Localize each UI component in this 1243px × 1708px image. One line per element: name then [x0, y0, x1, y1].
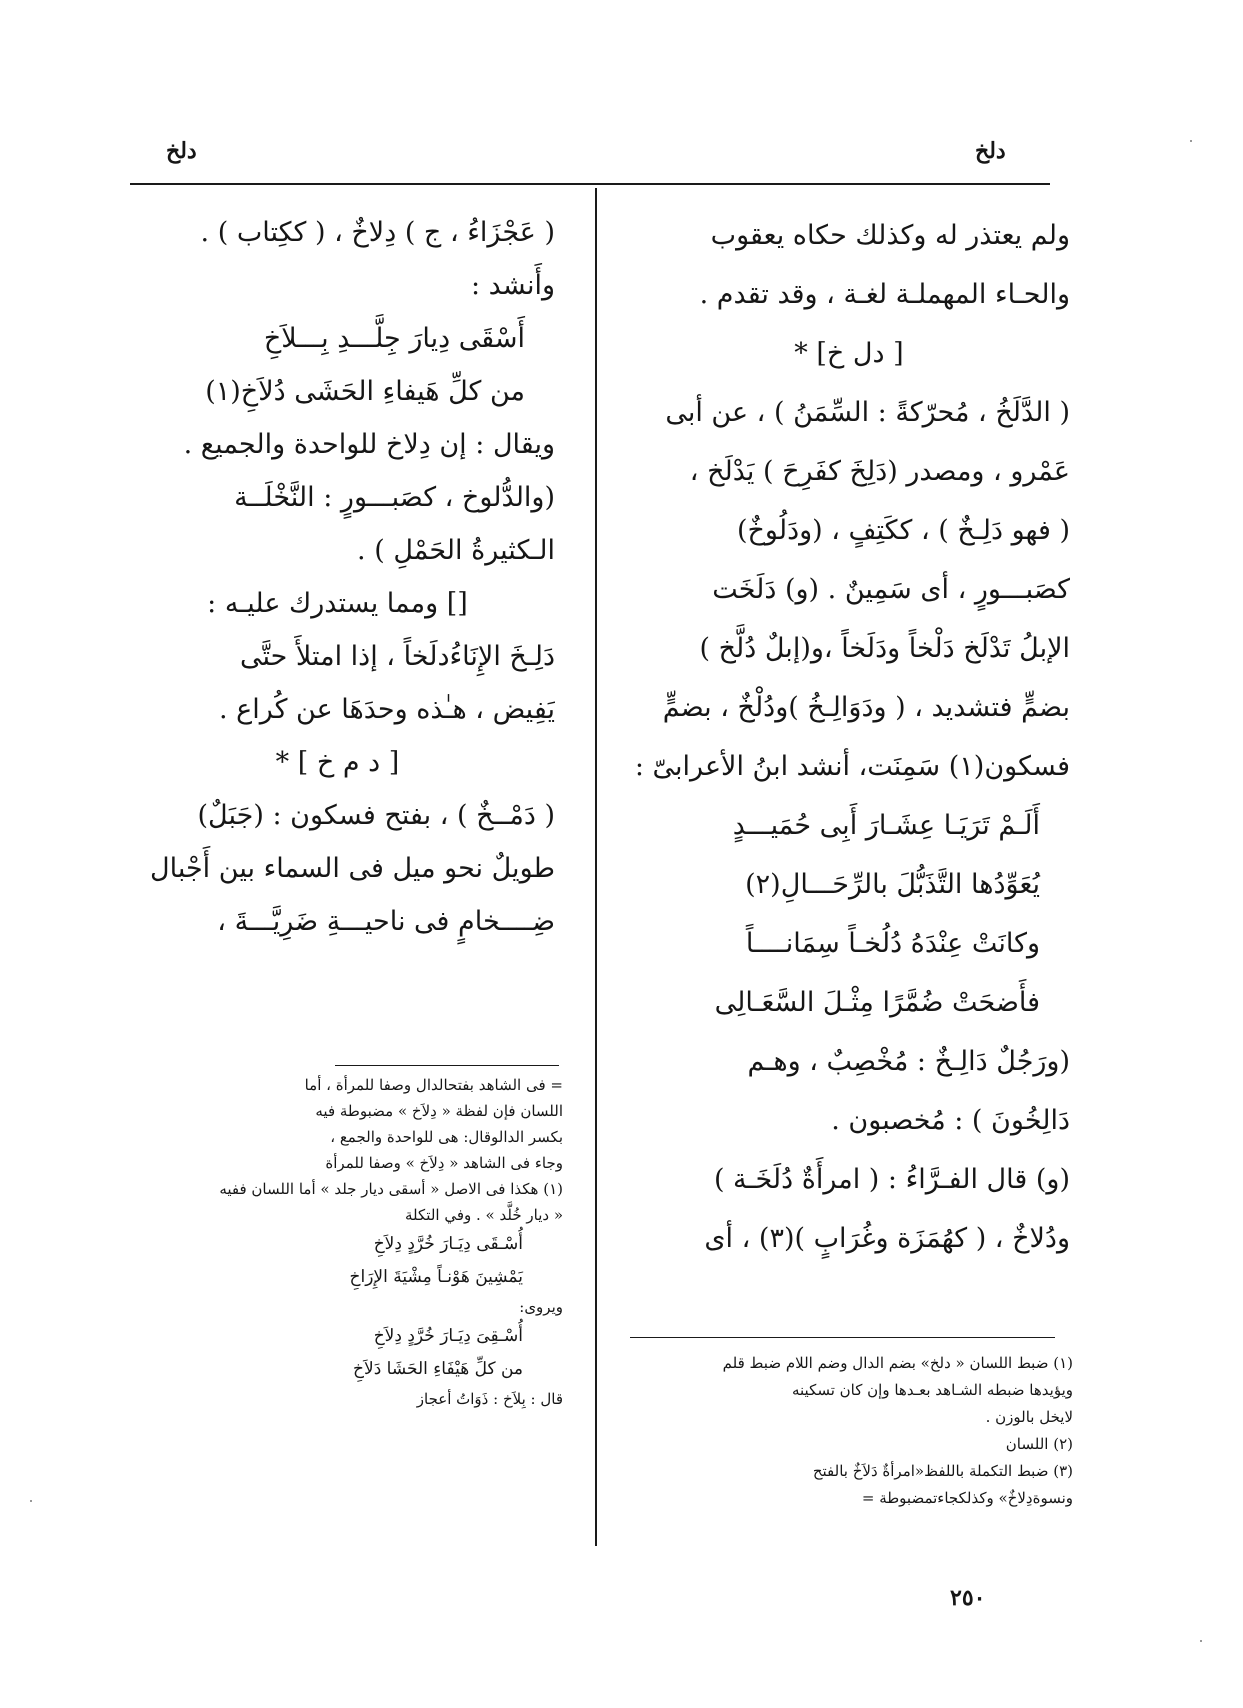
- verse-line: أَسْقَى دِيارَ جِلَّـــدِ بِـــلاَخِ: [263, 323, 525, 354]
- footnote-rule-right: [630, 1337, 1055, 1338]
- text-line: الإبلُ تَدْلَخ دَلْخاً ودَلَخاً ،و(إبلٌ دُلَّخ ): [699, 633, 1070, 664]
- verse-line: وكانَتْ عِنْدَهُ دُلُخـاً سِمَانــــاً: [745, 928, 1040, 959]
- text-line: دَلِـخَ الإِنَاءُدلَخاً ، إذا امتلأَ حتَّى: [239, 641, 555, 672]
- text-line: بضمٍّ فتشديد ، ( ودَوَالِـخُ )ودُلْخٌ ، بضمٍّ: [662, 692, 1070, 723]
- text-line: والحـاء المهملـة لغـة ، وقد تقدم .: [699, 279, 1070, 310]
- text-line: ( دَمْــخٌ ) ، بفتح فسكون : (جَبَلٌ): [197, 800, 555, 831]
- header-rule: [130, 183, 1050, 185]
- text-line: ضِــــخامٍ فى ناحيـــةِ ضَرِيَّـــةَ ،: [217, 906, 555, 937]
- right-column: [628, 206, 1070, 1268]
- verse-line: يُعَوِّدُها التَّذَبُّلَ بالرِّحَـــالِ(٢): [745, 869, 1040, 900]
- footnote-verse: أُسْـقِىَ دِيَـارَ خُرَّدٍ دِلاَخِ: [373, 1326, 523, 1346]
- footnote-line: ويؤيدها ضبطه الشـاهد بعـدها وإن كان تسكينه: [791, 1381, 1073, 1399]
- footnote-line: لايخل بالوزن .: [985, 1408, 1073, 1426]
- page-number: ٢٥٠: [950, 1585, 986, 1611]
- text-line: ويقال : إن دِلاخ للواحدة والجميع .: [183, 429, 555, 460]
- footnote-line: اللسان فإن لفظة « دِلاَخ » مضبوطة فيه: [315, 1102, 563, 1120]
- footnote-rule-left: [335, 1065, 559, 1066]
- text-line: (ورَجُلٌ دَالِـخٌ : مُخْصِبٌ ، وهـم: [747, 1046, 1070, 1077]
- text-line: [] ومما يستدرك عليـه :: [207, 588, 468, 619]
- verse-line: فأَضحَتْ ضُمَّرًا مِثْـلَ السَّعَـالِى: [714, 987, 1040, 1018]
- text-line: ( فهو دَلِـخٌ ) ، ككَتِفٍ ، (ودَلُوخٌ): [736, 515, 1070, 546]
- scan-speck: [1200, 1640, 1202, 1642]
- footnote-line: قال : بِلاَخ : ذَوَاتُ أعجاز: [416, 1390, 563, 1408]
- running-head-right: دلخ: [975, 138, 1006, 164]
- footnote-line: (٢) اللسان: [1005, 1435, 1073, 1453]
- footnote-line: وجاء فى الشاهد « دِلاَخ » وصفا للمرأة: [325, 1154, 563, 1172]
- text-line: فسكون(١) سَمِنَت، أنشد ابنُ الأعرابىّ :: [634, 751, 1070, 782]
- verse-line: أَلَـمْ تَرَيَـا عِشَـارَ أَبِى حُمَيـــدٍ: [732, 810, 1040, 841]
- text-line: ودُلاخٌ ، ( كهُمَزَة وغُرَابٍ )(٣) ، أى: [704, 1223, 1070, 1254]
- footnote-line: ونسوةدِلاخٌ» وكذلكجاءتمضبوطة =: [861, 1489, 1073, 1507]
- text-line: الـكثيرةُ الحَمْلِ ) .: [357, 535, 555, 566]
- text-line: كصَبـــورٍ ، أى سَمِينٌ . (و) دَلَخَت: [712, 574, 1070, 605]
- entry-heading: [ د م خ ] *: [275, 747, 400, 778]
- text-line: يَفِيض ، هـٰذه وحدَهَا عن كُراع .: [218, 694, 555, 725]
- text-line: ( عَجْزَاءُ ، ج ) دِلاخٌ ، ( ككِتاب ) .: [200, 217, 555, 248]
- footnote-verse: يَمْشِينَ هَوْنـاً مِشْيَةَ الإِرَاخِ: [349, 1267, 523, 1287]
- footnote-line: ويروى:: [519, 1298, 563, 1316]
- text-line: عَمْرو ، ومصدر (دَلِخَ كفَرِحَ ) يَدْلَخ ،: [689, 456, 1070, 487]
- footnote-line: بكسر الدالوقال: هى للواحدة والجمع ،: [330, 1128, 563, 1146]
- footnotes-right: [628, 1350, 1073, 1512]
- text-line: وأَنشد :: [471, 270, 555, 301]
- footnote-verse: من كلِّ هَيْفَاءِ الحَشَا دَلاَخِ: [353, 1359, 523, 1379]
- text-line: (و) قال الفـرَّاءُ : ( امرأَةٌ دُلَخَـة ): [713, 1164, 1070, 1195]
- scan-speck: [1190, 140, 1192, 142]
- text-line: طويلٌ نحو ميل فى السماء بين أَجْبال: [150, 853, 555, 884]
- footnote-line: = فى الشاهد بفتحالدال وصفا للمرأة ، أما: [304, 1076, 563, 1094]
- entry-heading: [ دل خ] *: [794, 338, 904, 369]
- verse-line: من كلِّ هَيفاءِ الحَشَى دُلاَخِ(١): [205, 376, 525, 407]
- footnote-line: (١) هكذا فى الاصل « أسقى ديار جلد » أما اللسان ففيه: [219, 1180, 563, 1198]
- footnote-line: (٣) ضبط التكملة باللفظ«امرأةٌ دَلاَخٌ بالفتح: [812, 1462, 1073, 1480]
- running-head-left: دلخ: [166, 138, 197, 164]
- footnote-line: « ديار خُلَّد » . وفي التكلة: [405, 1206, 563, 1224]
- text-line: ( الدَّلَخُ ، مُحرّكةً : السِّمَنُ ) ، عن أبى: [665, 397, 1070, 428]
- column-divider: [595, 188, 597, 1546]
- text-line: (والدُّلوخ ، كصَبـــورٍ : النَّخْلَــة: [234, 482, 555, 513]
- text-line: ولم يعتذر له وكذلك حكاه يعقوب: [710, 220, 1070, 251]
- footnote-line: (١) ضبط اللسان « دلخ» بضم الدال وضم اللام ضبط قلم: [722, 1354, 1073, 1372]
- footnotes-left: [118, 1072, 563, 1412]
- text-line: دَالِخُونَ ) : مُخصبون .: [831, 1105, 1070, 1136]
- footnote-verse: أُسْـقَى دِيَـارَ خُرَّدٍ دِلاَخِ: [373, 1234, 523, 1254]
- scan-speck: [30, 1500, 32, 1502]
- left-column: [120, 206, 555, 948]
